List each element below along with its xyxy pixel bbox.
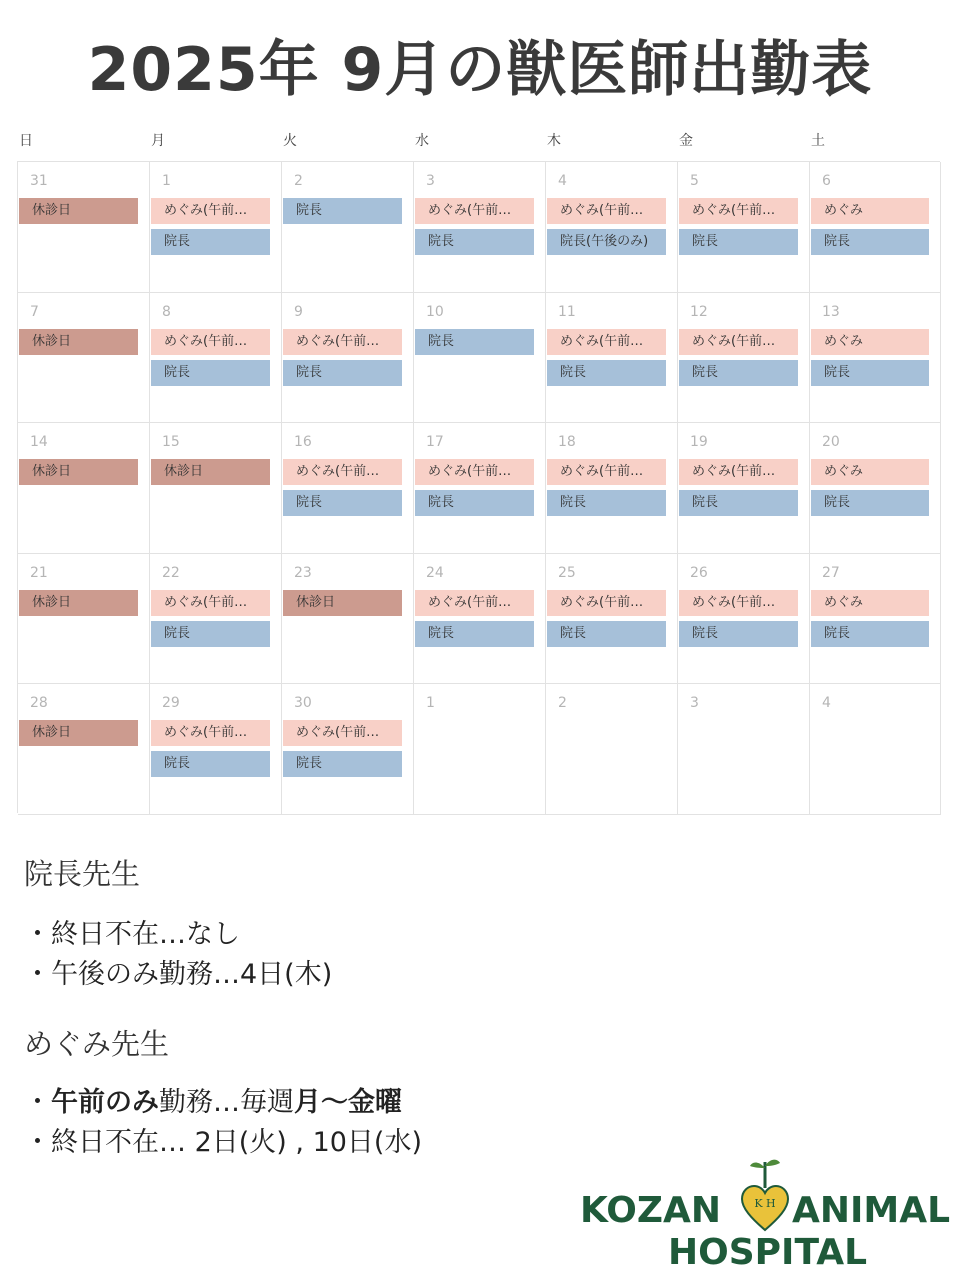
day-number: 23 [294, 564, 312, 581]
day-number: 6 [822, 173, 831, 189]
director-shift-event[interactable]: 院長 [679, 621, 798, 647]
megumi-note-morning [24, 1080, 402, 1119]
logo-word-kozan: KOZAN [580, 1190, 721, 1231]
director-shift-event[interactable]: 院長 [811, 490, 929, 516]
day-number: 15 [162, 434, 180, 450]
megumi-shift-event[interactable]: めぐみ(午前… [151, 720, 270, 746]
calendar-day-cell[interactable] [282, 684, 414, 815]
day-number: 13 [822, 303, 840, 320]
heart-sprout-icon [738, 1154, 792, 1234]
calendar-day-cell[interactable] [282, 423, 414, 554]
megumi-shift-event[interactable]: めぐみ(午前… [151, 590, 270, 616]
day-number: 28 [30, 695, 48, 711]
logo-monogram: K H [754, 1197, 776, 1210]
calendar-day-cell[interactable] [150, 293, 282, 424]
megumi-shift-event[interactable]: めぐみ [811, 590, 929, 616]
calendar-day-cell[interactable] [150, 162, 282, 293]
megumi-shift-event[interactable]: めぐみ(午前… [283, 329, 402, 355]
day-number: 1 [162, 173, 171, 189]
day-number: 16 [294, 434, 312, 450]
day-number: 8 [162, 303, 171, 320]
director-shift-event[interactable]: 院長 [679, 360, 798, 386]
calendar-day-cell[interactable] [150, 423, 282, 554]
calendar-day-cell[interactable] [810, 554, 941, 685]
megumi-note-absent: ・終日不在… 2日(火) , 10日(水) [24, 1127, 422, 1158]
calendar-day-cell[interactable] [282, 162, 414, 293]
calendar-day-cell[interactable] [678, 162, 810, 293]
weekday-sun: 日 [19, 133, 33, 149]
weekday-mon: 月 [151, 133, 165, 149]
calendar-day-cell[interactable] [810, 684, 941, 815]
day-number: 30 [294, 695, 312, 711]
calendar-day-cell[interactable] [546, 162, 678, 293]
calendar-day-cell[interactable] [18, 162, 150, 293]
calendar-day-cell[interactable] [414, 554, 546, 685]
director-note-afternoon: ・午後のみ勤務…4日(木) [24, 959, 333, 990]
day-number: 17 [426, 434, 444, 450]
calendar-day-cell[interactable] [810, 423, 941, 554]
megumi-shift-event[interactable]: めぐみ [811, 329, 929, 355]
megumi-shift-event[interactable]: めぐみ(午前… [547, 198, 666, 224]
megumi-shift-event[interactable]: めぐみ(午前… [415, 198, 534, 224]
calendar-day-cell[interactable] [150, 554, 282, 685]
calendar-day-cell[interactable] [150, 684, 282, 815]
day-number: 10 [426, 303, 444, 320]
megumi-shift-event[interactable]: めぐみ [811, 198, 929, 224]
megumi-shift-event[interactable]: めぐみ [811, 459, 929, 485]
closed-day-event[interactable]: 休診日 [19, 459, 138, 485]
director-shift-event[interactable]: 院長 [415, 229, 534, 255]
megumi-shift-event[interactable]: めぐみ(午前… [679, 459, 798, 485]
director-shift-event[interactable]: 院長 [811, 360, 929, 386]
page-title: 2025年 9月の獣医師出勤表 [87, 35, 873, 105]
day-number: 18 [558, 434, 576, 450]
weekday-fri: 金 [679, 133, 693, 149]
calendar-day-cell[interactable] [414, 162, 546, 293]
director-shift-event[interactable]: 院長 [811, 229, 929, 255]
day-number: 25 [558, 564, 576, 581]
logo-word-animal: ANIMAL [792, 1190, 951, 1231]
mon-fri-text: 月～金曜 [294, 1087, 402, 1118]
calendar-day-cell[interactable] [678, 554, 810, 685]
day-number: 22 [162, 564, 180, 581]
day-number: 27 [822, 564, 840, 581]
calendar-day-cell[interactable] [810, 293, 941, 424]
work-weekly-text: 勤務…毎週 [159, 1087, 294, 1118]
day-number: 5 [690, 173, 699, 189]
megumi-shift-event[interactable]: めぐみ(午前… [679, 590, 798, 616]
calendar-day-cell[interactable] [18, 554, 150, 685]
megumi-shift-event[interactable]: めぐみ(午前… [283, 459, 402, 485]
weekday-wed: 水 [415, 133, 429, 149]
day-number: 31 [30, 173, 48, 189]
director-shift-event[interactable]: 院長 [547, 490, 666, 516]
day-number: 9 [294, 303, 303, 320]
closed-day-event[interactable]: 休診日 [19, 329, 138, 355]
day-number: 11 [558, 303, 576, 320]
calendar-day-cell[interactable] [678, 423, 810, 554]
day-number: 14 [30, 434, 48, 450]
director-shift-event[interactable]: 院長 [679, 490, 798, 516]
director-shift-event[interactable]: 院長 [151, 621, 270, 647]
director-shift-event[interactable]: 院長 [547, 360, 666, 386]
director-shift-event[interactable]: 院長 [283, 751, 402, 777]
calendar-day-cell[interactable] [18, 293, 150, 424]
day-number: 19 [690, 434, 708, 450]
megumi-shift-event[interactable]: めぐみ(午前… [547, 329, 666, 355]
calendar-day-cell[interactable] [414, 423, 546, 554]
closed-day-event[interactable]: 休診日 [19, 720, 138, 746]
day-number: 24 [426, 564, 444, 581]
morning-only-text: 午前のみ [51, 1087, 159, 1118]
calendar-day-cell[interactable] [546, 423, 678, 554]
director-shift-event[interactable]: 院長(午後のみ) [547, 229, 666, 255]
director-shift-event[interactable]: 院長 [283, 360, 402, 386]
megumi-shift-event[interactable]: めぐみ(午前… [151, 329, 270, 355]
megumi-shift-event[interactable]: めぐみ(午前… [151, 198, 270, 224]
calendar-day-cell[interactable] [678, 684, 810, 815]
director-note-absent: ・終日不在…なし [24, 919, 240, 950]
calendar-day-cell[interactable] [18, 423, 150, 554]
director-shift-event[interactable]: 院長 [151, 229, 270, 255]
director-heading: 院長先生 [24, 857, 141, 891]
day-number: 4 [558, 173, 567, 189]
megumi-shift-event[interactable]: めぐみ(午前… [679, 329, 798, 355]
megumi-shift-event[interactable]: めぐみ(午前… [283, 720, 402, 746]
weekday-header [17, 130, 940, 152]
closed-day-event[interactable]: 休診日 [19, 590, 138, 616]
closed-day-event[interactable]: 休診日 [151, 459, 270, 485]
calendar-day-cell[interactable] [282, 293, 414, 424]
calendar-day-cell[interactable] [546, 684, 678, 815]
day-number: 7 [30, 303, 39, 320]
day-number: 12 [690, 303, 708, 320]
weekday-thu: 木 [547, 133, 561, 149]
day-number: 21 [30, 564, 48, 581]
director-shift-event[interactable]: 院長 [679, 229, 798, 255]
megumi-heading: めぐみ先生 [24, 1027, 170, 1061]
director-shift-event[interactable]: 院長 [547, 621, 666, 647]
calendar-day-cell[interactable] [18, 684, 150, 815]
megumi-shift-event[interactable]: めぐみ(午前… [679, 198, 798, 224]
day-number: 4 [822, 695, 831, 711]
calendar-day-cell[interactable] [678, 293, 810, 424]
day-number: 26 [690, 564, 708, 581]
calendar-day-cell[interactable] [282, 554, 414, 685]
megumi-shift-event[interactable]: めぐみ(午前… [415, 590, 534, 616]
calendar-grid [17, 161, 940, 813]
closed-day-event[interactable]: 休診日 [283, 590, 402, 616]
director-shift-event[interactable]: 院長 [811, 621, 929, 647]
director-shift-event[interactable]: 院長 [151, 360, 270, 386]
calendar-day-cell[interactable] [414, 684, 546, 815]
day-number: 3 [690, 695, 699, 711]
director-shift-event[interactable]: 院長 [283, 490, 402, 516]
director-shift-event[interactable]: 院長 [415, 329, 534, 355]
calendar-day-cell[interactable] [414, 293, 546, 424]
megumi-shift-event[interactable]: めぐみ(午前… [415, 459, 534, 485]
day-number: 1 [426, 695, 435, 711]
day-number: 2 [558, 695, 567, 711]
director-shift-event[interactable]: 院長 [151, 751, 270, 777]
day-number: 29 [162, 695, 180, 711]
day-number: 20 [822, 434, 840, 450]
weekday-sat: 土 [811, 133, 825, 149]
megumi-shift-event[interactable]: めぐみ(午前… [547, 590, 666, 616]
logo-word-hospital: HOSPITAL [668, 1232, 868, 1273]
day-number: 3 [426, 173, 435, 189]
calendar-day-cell[interactable] [546, 293, 678, 424]
weekday-tue: 火 [283, 133, 297, 149]
director-shift-event[interactable]: 院長 [283, 198, 402, 224]
calendar-day-cell[interactable] [546, 554, 678, 685]
director-shift-event[interactable]: 院長 [415, 621, 534, 647]
bullet: ・ [24, 1087, 51, 1118]
hospital-logo [580, 1150, 950, 1275]
day-number: 2 [294, 173, 303, 189]
director-shift-event[interactable]: 院長 [415, 490, 534, 516]
megumi-shift-event[interactable]: めぐみ(午前… [547, 459, 666, 485]
closed-day-event[interactable]: 休診日 [19, 198, 138, 224]
calendar-day-cell[interactable] [810, 162, 941, 293]
